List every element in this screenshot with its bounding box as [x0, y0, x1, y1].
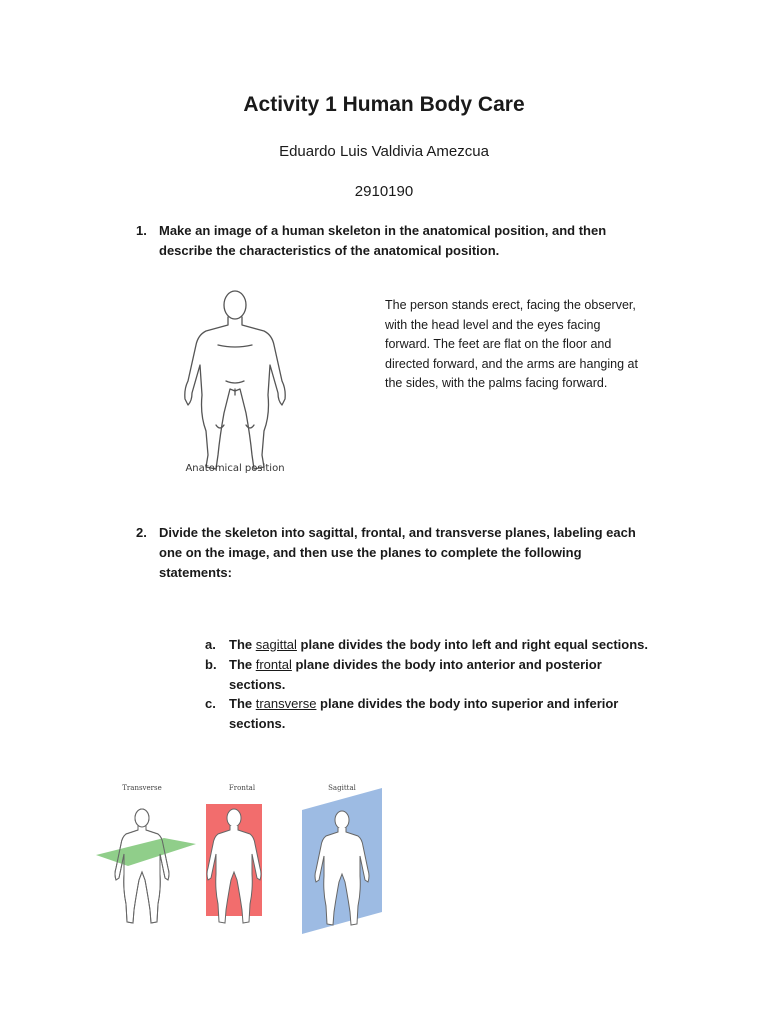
statement-letter: a. [205, 637, 216, 652]
statement-a [205, 635, 665, 655]
body-planes-drawing [92, 780, 392, 940]
transverse-plane-person [96, 809, 196, 923]
question-2 [136, 523, 696, 583]
statement-suffix: plane divides the body into anterior and posterior [291, 657, 602, 672]
answer-blank-sagittal: sagittal [255, 637, 297, 652]
statement-prefix: The [229, 637, 256, 652]
statement-b [205, 655, 665, 695]
body-planes-figure [92, 780, 392, 940]
frontal-plane-label: Frontal [228, 784, 256, 792]
anatomical-position-figure [162, 285, 308, 481]
answer-line: The person stands erect, facing the observer, [385, 298, 636, 312]
question-text-line: Divide the skeleton into sagittal, frontal, and transverse planes, labeling each [159, 525, 636, 540]
question-text-line: describe the characteristics of the anatomical position. [159, 243, 500, 258]
question-text-line: Make an image of a human skeleton in the anatomical position, and then [159, 223, 607, 238]
question-1 [136, 221, 696, 261]
question-number: 1. [136, 223, 147, 238]
answer-blank-transverse: transverse [255, 696, 317, 711]
statement-prefix: The [229, 657, 256, 672]
answer-blank-frontal: frontal [255, 657, 292, 672]
answer-line: directed forward, and the arms are hanging at [385, 356, 638, 371]
statement-prefix: The [229, 696, 256, 711]
statement-continuation: sections. [229, 716, 286, 731]
answer-line: forward. The feet are flat on the floor and [385, 337, 612, 351]
statement-suffix: plane divides the body into left and right equal sections. [296, 637, 648, 652]
figure-caption: Anatomical position [185, 463, 285, 474]
statement-letter: c. [205, 696, 216, 711]
author-name: Eduardo Luis Valdivia Amezcua [279, 143, 489, 160]
page-title: Activity 1 Human Body Care [243, 93, 525, 116]
statement-c [205, 694, 665, 734]
statement-continuation: sections. [229, 677, 286, 692]
sagittal-plane-label: Sagittal [328, 784, 356, 792]
answer-line: with the head level and the eyes facing [385, 317, 601, 332]
statement-letter: b. [205, 657, 217, 672]
student-id: 2910190 [354, 183, 414, 200]
question-number: 2. [136, 525, 147, 540]
question-text-line: statements: [159, 565, 232, 580]
answer-line: the sides, with the palms facing forward. [385, 376, 608, 390]
answer-paragraph [385, 296, 685, 394]
statement-suffix: plane divides the body into superior and inferior [316, 696, 619, 711]
question-text-line: one on the image, and then use the planes to complete the following [159, 545, 582, 560]
transverse-plane-label: Transverse [122, 784, 162, 792]
